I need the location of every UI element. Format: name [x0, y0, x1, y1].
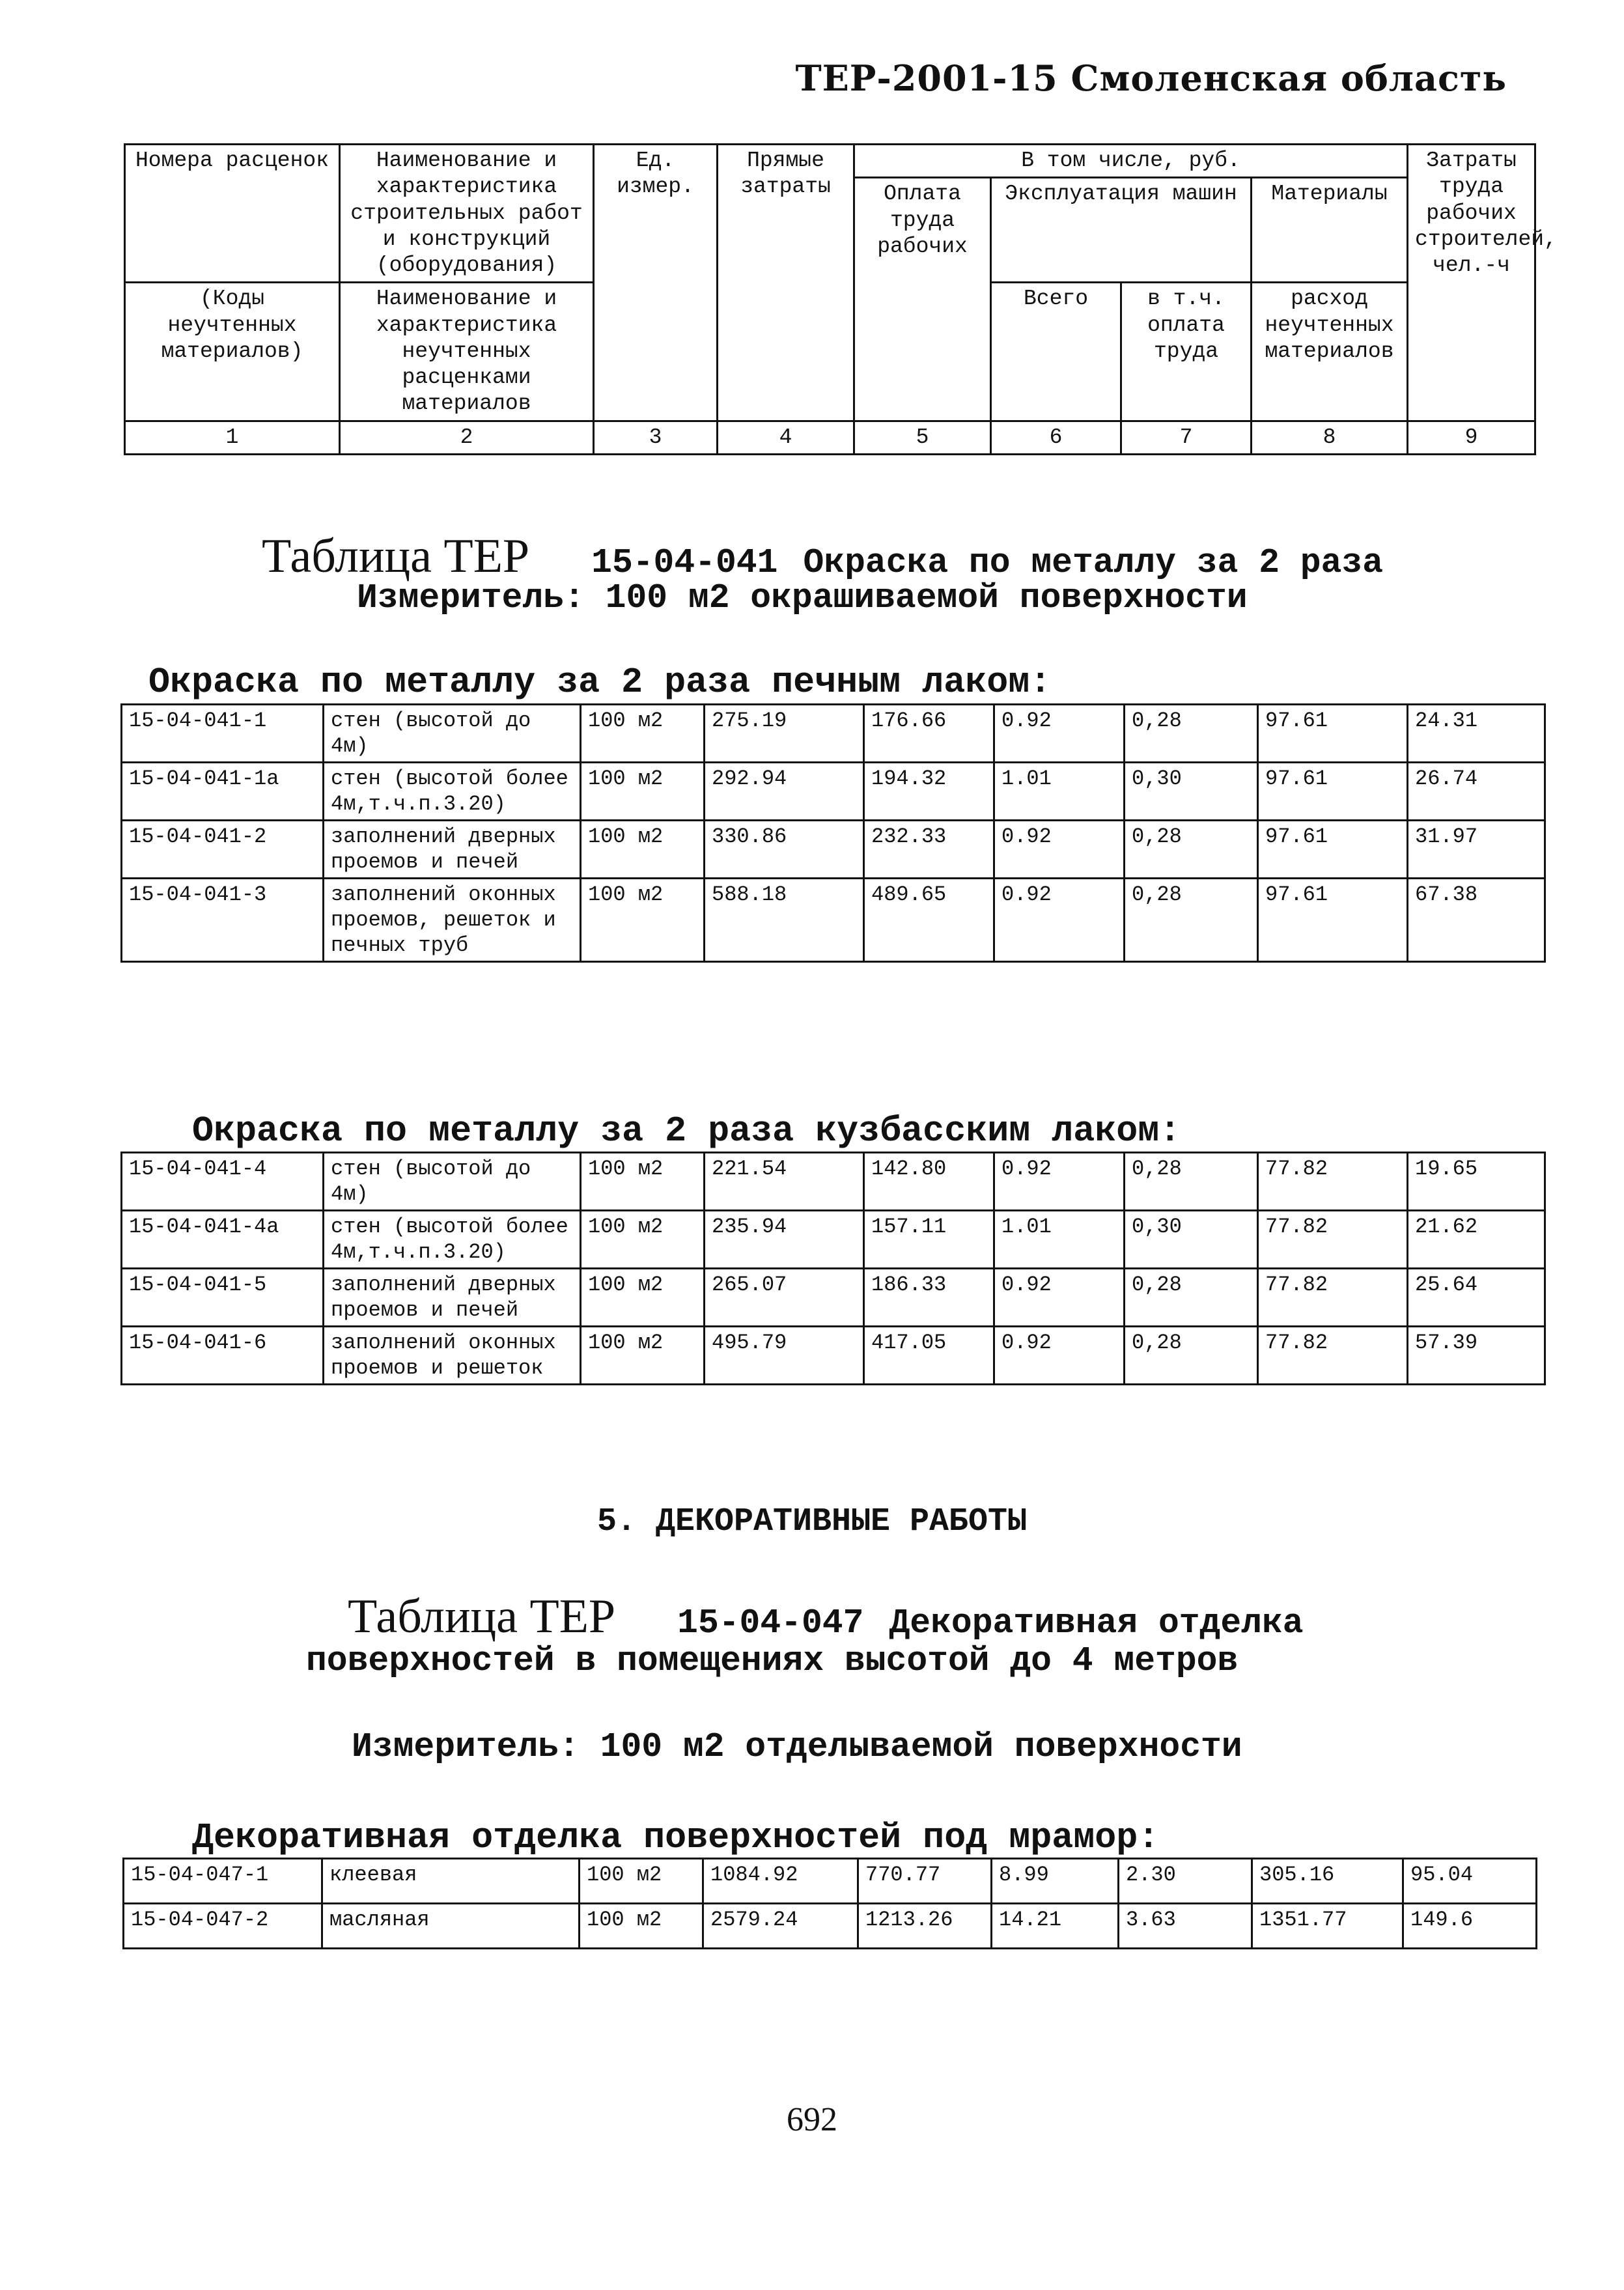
cell: 330.86 [705, 821, 864, 879]
cell: 1213.26 [858, 1904, 992, 1949]
cell: 15-04-041-4 [122, 1153, 324, 1211]
cell: 15-04-041-5 [122, 1269, 324, 1327]
cell: 100 м2 [581, 821, 705, 879]
cell: 15-04-041-4а [122, 1211, 324, 1269]
cell: 1.01 [994, 1211, 1125, 1269]
header-col2-materials: Наименование и характеристика неучтенных расценками материалов [340, 283, 594, 421]
cell: 0,28 [1125, 1153, 1258, 1211]
header-num: 5 [854, 421, 991, 454]
cell: 19.65 [1408, 1153, 1545, 1211]
cell: 15-04-047-2 [124, 1904, 322, 1949]
table-row [122, 1211, 1545, 1269]
cell: 95.04 [1403, 1859, 1537, 1904]
cell: 25.64 [1408, 1269, 1545, 1327]
cell: 142.80 [864, 1153, 994, 1211]
header-machines: Эксплуатация машин [991, 178, 1252, 283]
cell: 0,28 [1125, 879, 1258, 962]
cell: стен (высотой более 4м,т.ч.п.3.20) [324, 763, 581, 821]
cell: 2579.24 [703, 1904, 858, 1949]
cell: 2.30 [1119, 1859, 1252, 1904]
cell: 186.33 [864, 1269, 994, 1327]
header-col1-materials: (Коды неучтенных материалов) [125, 283, 340, 421]
table-row [122, 763, 1545, 821]
cell: стен (высотой до 4м) [324, 1153, 581, 1211]
cell: 0.92 [994, 1327, 1125, 1385]
cell: 770.77 [858, 1859, 992, 1904]
cell: 0.92 [994, 705, 1125, 763]
table-row [122, 1327, 1545, 1385]
table-row [122, 1153, 1545, 1211]
cell: 0,30 [1125, 1211, 1258, 1269]
running-head: ТЕР-2001-15 Смоленская область [795, 57, 1507, 99]
header-total: Всего [991, 283, 1121, 421]
cell: 67.38 [1408, 879, 1545, 962]
cell: 15-04-041-6 [122, 1327, 324, 1385]
page-number: 692 [787, 2101, 837, 2138]
header-num: 7 [1121, 421, 1252, 454]
cell: 0,28 [1125, 1327, 1258, 1385]
cell: заполнений оконных проемов, решеток и печных труб [324, 879, 581, 962]
cell: 0,28 [1125, 821, 1258, 879]
cell: 97.61 [1258, 763, 1408, 821]
cell: 232.33 [864, 821, 994, 879]
cell: 1351.77 [1252, 1904, 1403, 1949]
cell: 77.82 [1258, 1153, 1408, 1211]
cell: 1.01 [994, 763, 1125, 821]
cell: 100 м2 [581, 763, 705, 821]
cell: 100 м2 [580, 1859, 703, 1904]
cell: 21.62 [1408, 1211, 1545, 1269]
header-labor: Затраты труда рабочих строителей, чел.-ч [1408, 145, 1535, 421]
cell: 15-04-041-1 [122, 705, 324, 763]
table3-label: Таблица ТЕР [348, 1590, 616, 1643]
cell: 305.16 [1252, 1859, 1403, 1904]
cell: 0.92 [994, 1153, 1125, 1211]
cell: 292.94 [705, 763, 864, 821]
header-including: В том числе, руб. [854, 145, 1408, 178]
table1-code: 15-04-041 [591, 543, 778, 582]
header-num: 4 [718, 421, 854, 454]
cell: 100 м2 [580, 1904, 703, 1949]
cell: 8.99 [992, 1859, 1119, 1904]
cell: стен (высотой до 4м) [324, 705, 581, 763]
cell: 15-04-041-2 [122, 821, 324, 879]
header-col2-works: Наименование и характеристика строительных работ и конструкций (оборудования) [340, 145, 594, 283]
cell: 0.92 [994, 879, 1125, 962]
cell: 24.31 [1408, 705, 1545, 763]
cell: 15-04-041-3 [122, 879, 324, 962]
table3-heading [348, 1589, 1304, 1645]
cell: стен (высотой более 4м,т.ч.п.3.20) [324, 1211, 581, 1269]
cell: 77.82 [1258, 1211, 1408, 1269]
header-num: 6 [991, 421, 1121, 454]
cell: 275.19 [705, 705, 864, 763]
header-col4-direct: Прямые затраты [718, 145, 854, 421]
table3-code: 15-04-047 [677, 1604, 864, 1643]
cell: заполнений оконных проемов и решеток [324, 1327, 581, 1385]
table2-section-caption: Окраска по металлу за 2 раза кузбасским лаком: [192, 1110, 1181, 1152]
cell: 0,30 [1125, 763, 1258, 821]
header-incl-pay: в т.ч. оплата труда [1121, 283, 1252, 421]
table-row [122, 879, 1545, 962]
cell: 100 м2 [581, 1211, 705, 1269]
table3-title: Декоративная отделка [889, 1604, 1304, 1643]
cell: 14.21 [992, 1904, 1119, 1949]
cell: 77.82 [1258, 1269, 1408, 1327]
header-num: 3 [594, 421, 718, 454]
table1-measure: Измеритель: 100 м2 окрашиваемой поверхности [357, 578, 1248, 617]
cell: 157.11 [864, 1211, 994, 1269]
cell: 0.92 [994, 821, 1125, 879]
table-row [122, 821, 1545, 879]
cell: 100 м2 [581, 1327, 705, 1385]
header-col3-unit: Ед. измер. [594, 145, 718, 421]
header-num: 9 [1408, 421, 1535, 454]
cell: 3.63 [1119, 1904, 1252, 1949]
cell: 149.6 [1403, 1904, 1537, 1949]
cell: заполнений дверных проемов и печей [324, 821, 581, 879]
cell: 417.05 [864, 1327, 994, 1385]
table3-measure: Измеритель: 100 м2 отделываемой поверхности [352, 1727, 1242, 1766]
header-materials: Материалы [1252, 178, 1408, 283]
table1-label: Таблица ТЕР [262, 530, 530, 583]
cell: 57.39 [1408, 1327, 1545, 1385]
cell: 15-04-041-1а [122, 763, 324, 821]
cell: 1084.92 [703, 1859, 858, 1904]
cell: 495.79 [705, 1327, 864, 1385]
table2-rows [120, 1152, 1546, 1385]
cell: 97.61 [1258, 821, 1408, 879]
table1-section-caption: Окраска по металлу за 2 раза печным лаком: [148, 662, 1052, 703]
header-num: 1 [125, 421, 340, 454]
table3-section-caption: Декоративная отделка поверхностей под мрамор: [192, 1817, 1160, 1858]
cell: 97.61 [1258, 879, 1408, 962]
table-row [122, 1269, 1545, 1327]
cell: масляная [322, 1904, 580, 1949]
cell: 97.61 [1258, 705, 1408, 763]
cell: 489.65 [864, 879, 994, 962]
header-unaccounted: расход неучтенных материалов [1252, 283, 1408, 421]
table-row [122, 705, 1545, 763]
cell: 194.32 [864, 763, 994, 821]
table1-title: Окраска по металлу за 2 раза [803, 543, 1384, 582]
cell: 15-04-047-1 [124, 1859, 322, 1904]
cell: 0,28 [1125, 1269, 1258, 1327]
table1-rows [120, 703, 1546, 963]
cell: 221.54 [705, 1153, 864, 1211]
cell: 77.82 [1258, 1327, 1408, 1385]
cell: заполнений дверных проемов и печей [324, 1269, 581, 1327]
cell: 100 м2 [581, 705, 705, 763]
header-col1-codes: Номера расценок [125, 145, 340, 283]
header-num: 8 [1252, 421, 1408, 454]
cell: 26.74 [1408, 763, 1545, 821]
section-5-title: 5. ДЕКОРАТИВНЫЕ РАБОТЫ [596, 1503, 1028, 1540]
table-row [124, 1859, 1537, 1904]
table3-rows [122, 1858, 1537, 1949]
cell: 235.94 [705, 1211, 864, 1269]
header-num: 2 [340, 421, 594, 454]
cell: 100 м2 [581, 1153, 705, 1211]
cell: 265.07 [705, 1269, 864, 1327]
cell: 100 м2 [581, 1269, 705, 1327]
cell: 0,28 [1125, 705, 1258, 763]
table3-title-line2: поверхностей в помещениях высотой до 4 метров [306, 1641, 1239, 1680]
cell: клеевая [322, 1859, 580, 1904]
header-table [124, 143, 1557, 455]
cell: 588.18 [705, 879, 864, 962]
table1-heading [262, 529, 1383, 584]
table-row [124, 1904, 1537, 1949]
cell: 0.92 [994, 1269, 1125, 1327]
cell: 100 м2 [581, 879, 705, 962]
cell: 176.66 [864, 705, 994, 763]
cell: 31.97 [1408, 821, 1545, 879]
header-pay: Оплата труда рабочих [854, 178, 991, 421]
